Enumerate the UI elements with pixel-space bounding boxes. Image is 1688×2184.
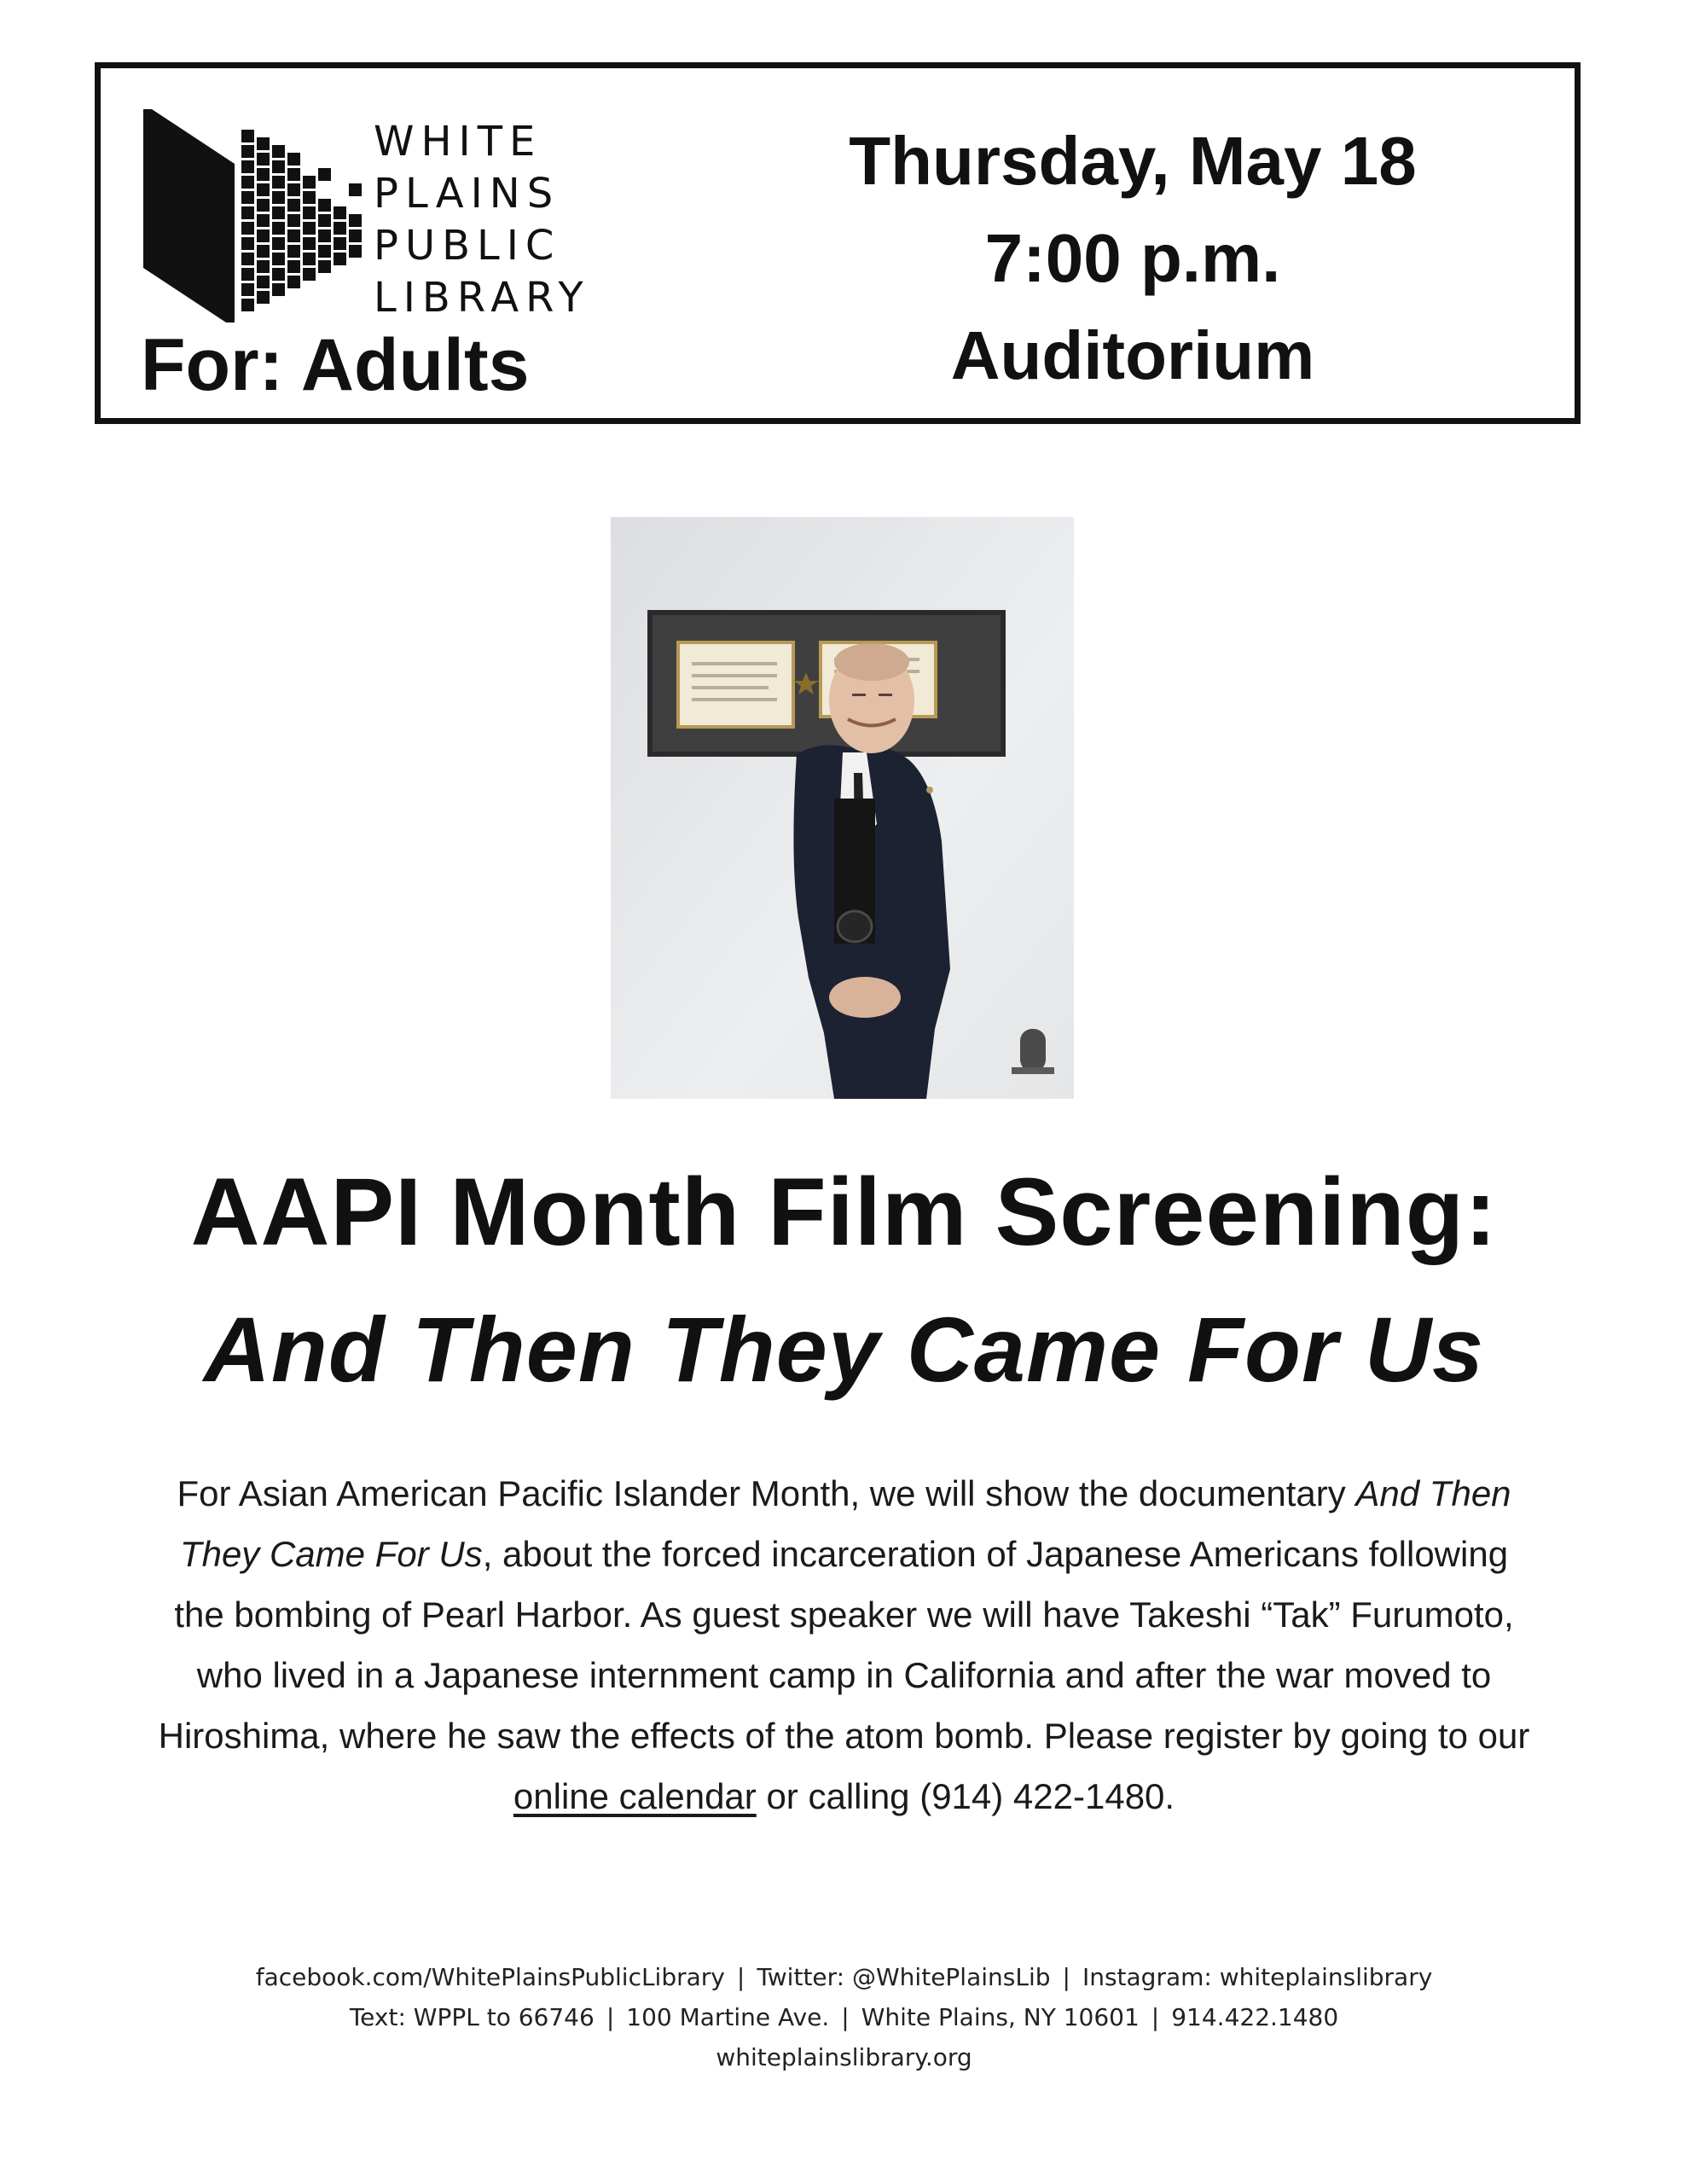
film-title-inline: And Then [1355,1473,1511,1513]
footer-separator: | [1151,2003,1160,2031]
library-logo [143,109,621,322]
event-when [749,113,1517,404]
logo-line-public: PUBLIC [374,222,561,270]
description-line [94,1766,1594,1827]
event-location: Auditorium [950,317,1315,393]
description-text: For Asian American Pacific Islander Month, we will show the documentary [177,1473,1356,1513]
description-line [94,1463,1594,1524]
footer-social-row [0,1957,1688,1997]
logo-line-plains: PLAINS [374,170,560,218]
event-header-box [95,62,1581,424]
event-time: 7:00 p.m. [984,220,1281,296]
text-message-info: Text: WPPL to 66746 [349,2003,595,2031]
library-contact-footer [0,1957,1688,2077]
description-line [94,1524,1594,1584]
instagram-handle[interactable]: Instagram: whiteplainslibrary [1082,1963,1433,1991]
phone-number: 914.422.1480 [1171,2003,1339,2031]
event-title: AAPI Month Film Screening: [190,1159,1498,1265]
description-text: or calling (914) 422-1480. [756,1776,1175,1816]
logo-line-library: LIBRARY [374,274,590,322]
guest-speaker-photo [611,517,1074,1099]
city-state-zip: White Plains, NY 10601 [861,2003,1140,2031]
description-text: , about the forced incarceration of Japanese Americans following [482,1534,1509,1574]
street-address: 100 Martine Ave. [626,2003,830,2031]
event-description [94,1463,1594,1827]
footer-website-row [0,2037,1688,2077]
description-line: the bombing of Pearl Harbor. As guest speaker we will have Takeshi “Tak” Furumoto, [174,1594,1514,1635]
footer-contact-row [0,1997,1688,2037]
event-date: Thursday, May 18 [849,123,1417,199]
film-title: And Then They Came For Us [203,1298,1485,1401]
library-name [374,116,590,324]
logo-line-white: WHITE [374,118,542,166]
website-link[interactable]: whiteplainslibrary.org [716,2043,972,2071]
twitter-handle[interactable]: Twitter: @WhitePlainsLib [757,1963,1051,1991]
footer-separator: | [1062,1963,1070,1991]
footer-separator: | [841,2003,850,2031]
footer-separator: | [736,1963,745,1991]
book-pixel-logo-icon [143,109,365,322]
footer-separator: | [606,2003,615,2031]
online-calendar-link[interactable]: online calendar [513,1776,757,1816]
description-line: who lived in a Japanese internment camp in California and after the war moved to [196,1655,1492,1695]
audience-label: For: Adults [141,324,530,406]
description-line: Hiroshima, where he saw the effects of the atom bomb. Please register by going to our [158,1716,1530,1756]
facebook-link[interactable]: facebook.com/WhitePlainsPublicLibrary [255,1963,725,1991]
film-title-inline: They Came For Us [179,1534,483,1574]
